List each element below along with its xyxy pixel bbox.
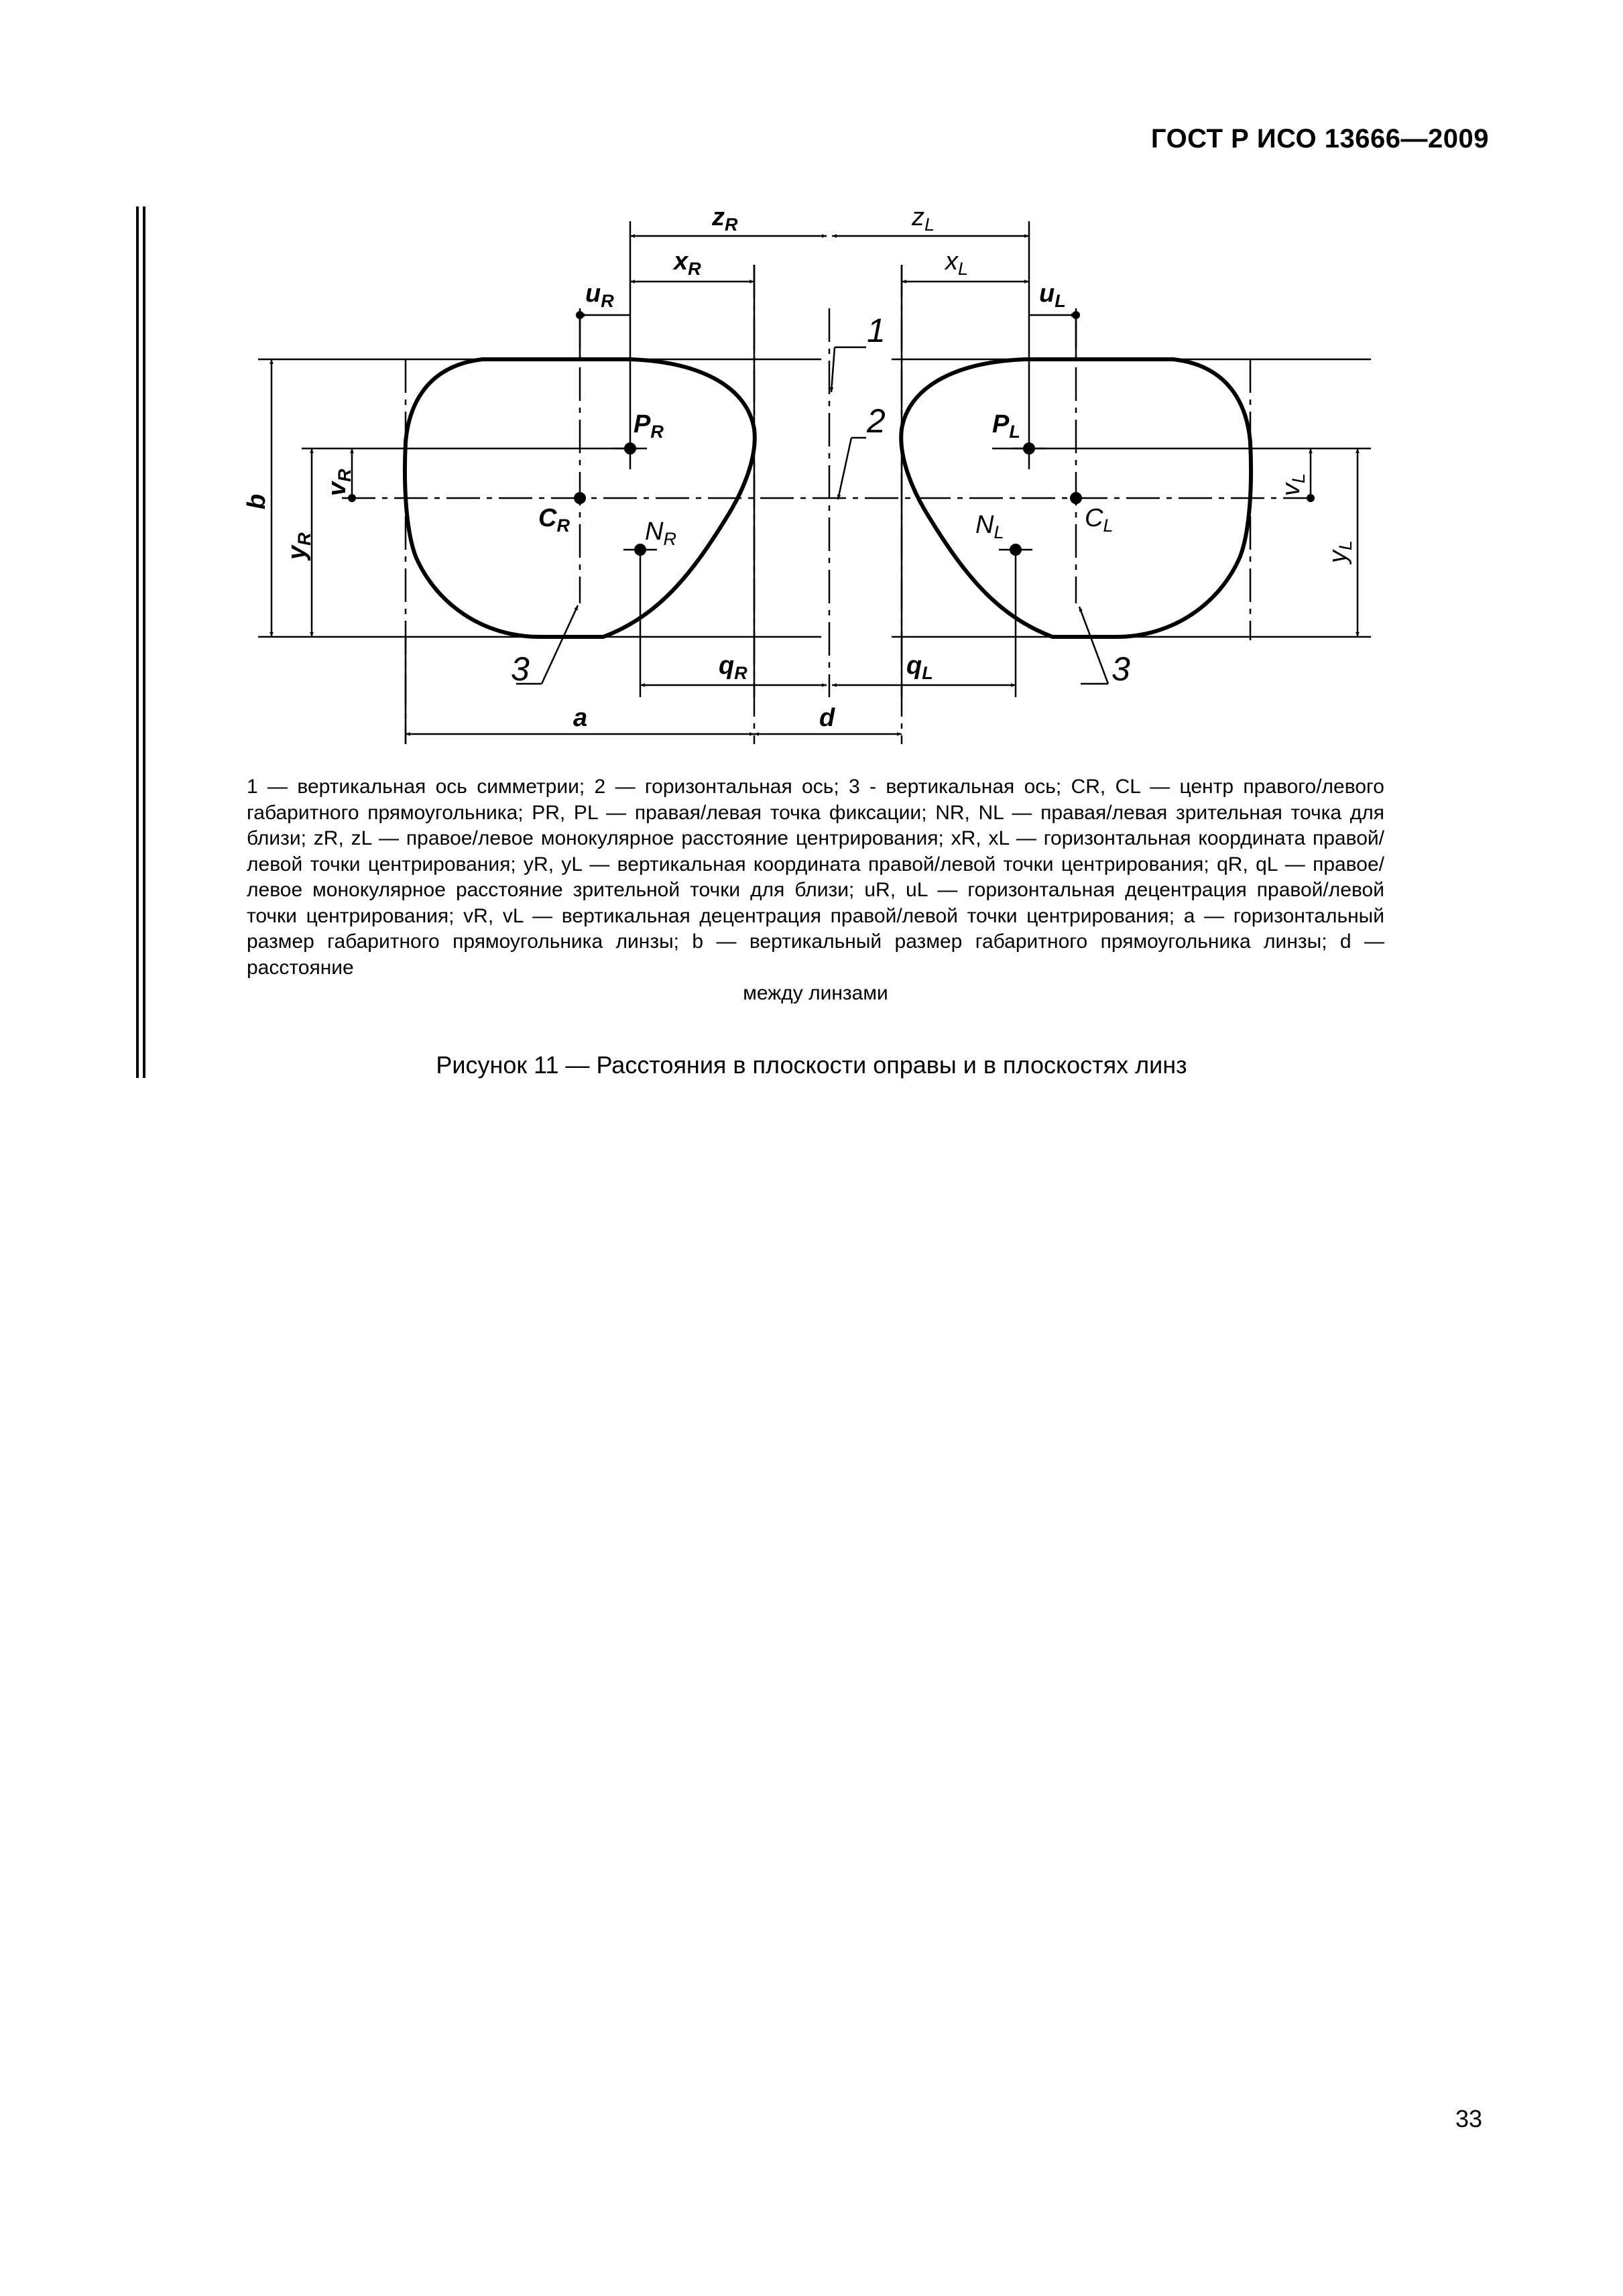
figure-legend [247, 774, 1384, 1007]
reference-points [348, 311, 1315, 556]
legend-body: 1 — вертикальная ось симметрии; 2 — горизонтальная ось; 3 - вертикальная ось; CR, CL — центр правого/левого габаритного прямоугольника; PR, PL — правая/левая точка фиксации; NR, NL — правая/левая зрительная точка для близи; zR, zL — правое/левое монокулярное расстояние центрирования; xR, xL — горизонтальная координата правой/левой точки центрирования; yR, yL — вертикальная координата правой/левой точки центрирования; qR, qL — правое/левое монокулярное расстояние зрительной точки для близи; uR, uL — горизонтальная децентрация правой/левой точки центрирования; vR, vL — вертикальная децентрация правой/левой точки центрирования; a — горизонтальный размер габаритного прямоугольника линзы; b — вертикальный размер габаритного прямоугольника линзы; d — расстояние [247, 776, 1384, 979]
label-y-r: $y_R$ [283, 532, 314, 560]
label-n-l: $N_L$ [975, 511, 1004, 542]
label-c-l: $C_L$ [1085, 504, 1114, 536]
dimension-lines [272, 236, 1358, 734]
label-z-r: $z_R$ [712, 203, 738, 235]
legend-last-line: между линзами [743, 982, 888, 1004]
label-q-r: $q_R$ [719, 652, 747, 683]
label-p-r: $P_R$ [634, 410, 664, 442]
center-vertical-lines [580, 315, 1076, 603]
label-z-l: $z_L$ [912, 203, 935, 235]
callout-leaders [516, 347, 1108, 684]
label-v-l: $v_L$ [1277, 473, 1309, 496]
label-x-r: $x_R$ [674, 247, 701, 279]
label-p-l: $P_L$ [992, 410, 1020, 442]
callout-3-left: 3 [511, 650, 530, 688]
label-a: a [573, 704, 588, 732]
callout-3-right: 3 [1111, 650, 1130, 688]
label-b: b [243, 493, 271, 509]
lens-distance-figure [0, 0, 1623, 758]
label-n-r: $N_R$ [645, 518, 676, 549]
label-u-r: $u_R$ [585, 280, 614, 311]
label-q-l: $q_L$ [906, 652, 933, 683]
label-d: d [819, 704, 835, 732]
page-number: 33 [1455, 2105, 1482, 2132]
callout-1: 1 [867, 312, 886, 349]
label-u-l: $u_L$ [1039, 280, 1066, 311]
label-v-r: $v_R$ [323, 469, 355, 496]
label-y-l: $y_L$ [1324, 540, 1356, 563]
document-header: ГОСТ Р ИСО 13666—2009 [1150, 124, 1489, 154]
label-c-r: $C_R$ [538, 504, 570, 536]
callout-2: 2 [867, 402, 886, 440]
label-x-l: $x_L$ [945, 247, 969, 279]
figure-caption: Рисунок 11 — Расстояния в плоскости оправы и в плоскостях линз [436, 1051, 1187, 1079]
